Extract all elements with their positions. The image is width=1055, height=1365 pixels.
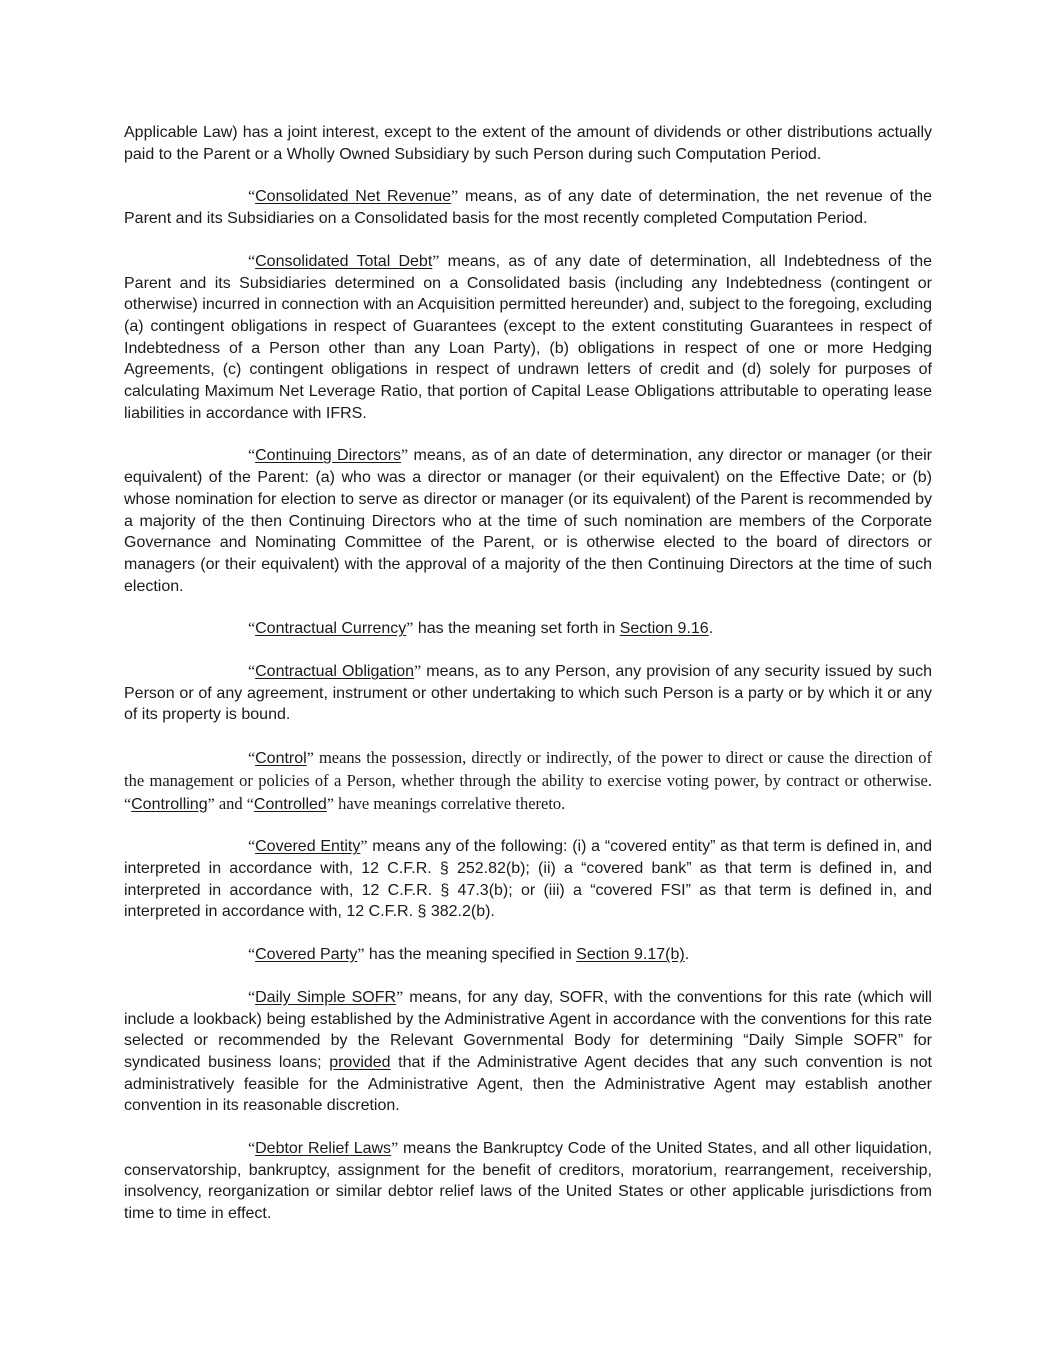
definition-contractual-obligation: “Contractual Obligation” means, as to any Person, any provision of any security issued by such Person or of any agreement, instrument or other undertaking to which such Person is a party or by which it or any of its property is bound.: [124, 663, 933, 724]
defined-term: Control: [255, 750, 307, 768]
defined-term: Consolidated Net Revenue: [255, 188, 452, 206]
defined-term: Contractual Obligation: [255, 663, 415, 681]
defined-term: Contractual Currency: [255, 620, 407, 638]
defined-term: Controlling: [131, 795, 208, 813]
proviso: provided: [329, 1053, 391, 1071]
definition-covered-party: “Covered Party” has the meaning specified in Section 9.17(b).: [248, 946, 690, 964]
section-reference: Section 9.17(b): [576, 946, 685, 964]
definition-covered-entity: “Covered Entity” means any of the following: (i) a “covered entity” as that term is defined in, and interpreted in accordance with, 12 C.F.R. § 252.82(b); (ii) a “covered bank” as that term is defined in, and interpreted in accordance with, 12 C.F.R. § 47.3(b); or (iii) a “covered FSI” as that term is defined in, and interpreted in accordance with, 12 C.F.R. § 382.2(b).: [124, 838, 933, 921]
definition-contractual-currency: “Contractual Currency” has the meaning set forth in Section 9.16.: [248, 620, 714, 638]
definition-consolidated-total-debt: “Consolidated Total Debt” means, as of any date of determination, all Indebtedness of the Parent and its Subsidiaries determined on a Consolidated basis (including any Indebtedness (contingent or otherwise) incurred in connection with an Acquisition permitted hereunder) and, subject to the foregoing, excluding (a) contingent obligations in respect of Guarantees (except to the extent constituting Guarantees in respect of Indebtedness of a Person other than any Loan Party), (b) obligations in respect of one or more Hedging Agreements, (c) contingent obligations in respect of undrawn letters of credit and (d) solely for purposes of calculating Maximum Net Leverage Ratio, that portion of Capital Lease Obligations attributable to operating lease liabilities in accordance with IFRS.: [124, 252, 933, 422]
definition-daily-simple-sofr: “Daily Simple SOFR” means, for any day, SOFR, with the conventions for this rate (which will include a lookback) being established by the Administrative Agent in accordance with the conventions for this rate selected or recommended by the Relevant Governmental Body for determining “Daily Simple SOFR” for syndicated business loans; provided that if the Administrative Agent decides that any such convention is not administratively feasible for the Administrative Agent, then the Administrative Agent may establish another convention in its reasonable discretion.: [124, 988, 933, 1115]
defined-term: Covered Party: [255, 946, 358, 964]
defined-term: Controlled: [253, 795, 327, 813]
definition-consolidated-net-revenue: “Consolidated Net Revenue” means, as of any date of determination, the net revenue of the Parent and its Subsidiaries on a Consolidated basis for the most recently completed Computation Period.: [124, 188, 932, 228]
defined-term: Debtor Relief Laws: [255, 1140, 392, 1158]
section-reference: Section 9.16: [619, 620, 709, 638]
document-body: [124, 122, 932, 1246]
definition-debtor-relief-laws: “Debtor Relief Laws” means the Bankruptcy Code of the United States, and all other liquidation, conservatorship, bankruptcy, assignment for the benefit of creditors, moratorium, rearrangement, receivership, insolvency, reorganization or similar debtor relief laws of the United States or other applicable jurisdictions from time to time in effect.: [124, 1140, 933, 1223]
defined-term: Daily Simple SOFR: [255, 988, 397, 1006]
defined-term: Continuing Directors: [255, 447, 402, 465]
defined-term: Covered Entity: [255, 838, 361, 856]
definition-continuing-directors: “Continuing Directors” means, as of an date of determination, any director or manager (or their equivalent) of the Parent: (a) who was a director or manager (or their equivalent) on the Effective Date; or (b) whose nomination for election to serve as director or manager (or its equivalent) of the Parent is recommended by a majority of the then Continuing Directors who at the time of such nomination are members of the Corporate Governance and Nominating Committee of the Parent, or is otherwise elected to the board of directors or managers (or their equivalent) with the approval of a majority of the then Continuing Directors at the time of such election.: [124, 447, 933, 595]
paragraph-intro: Applicable Law) has a joint interest, except to the extent of the amount of dividends or other distributions actually paid to the Parent or a Wholly Owned Subsidiary by such Person during such Computation Period.: [124, 124, 932, 163]
definition-control: “Control” means the possession, directly or indirectly, of the power to direct or cause the direction of the management or policies of a Person, whether through the ability to exercise voting power, by contract or otherwise. “Controlling” and “Controlled” have meanings correlative thereto.: [124, 748, 932, 813]
defined-term: Consolidated Total Debt: [255, 252, 433, 270]
